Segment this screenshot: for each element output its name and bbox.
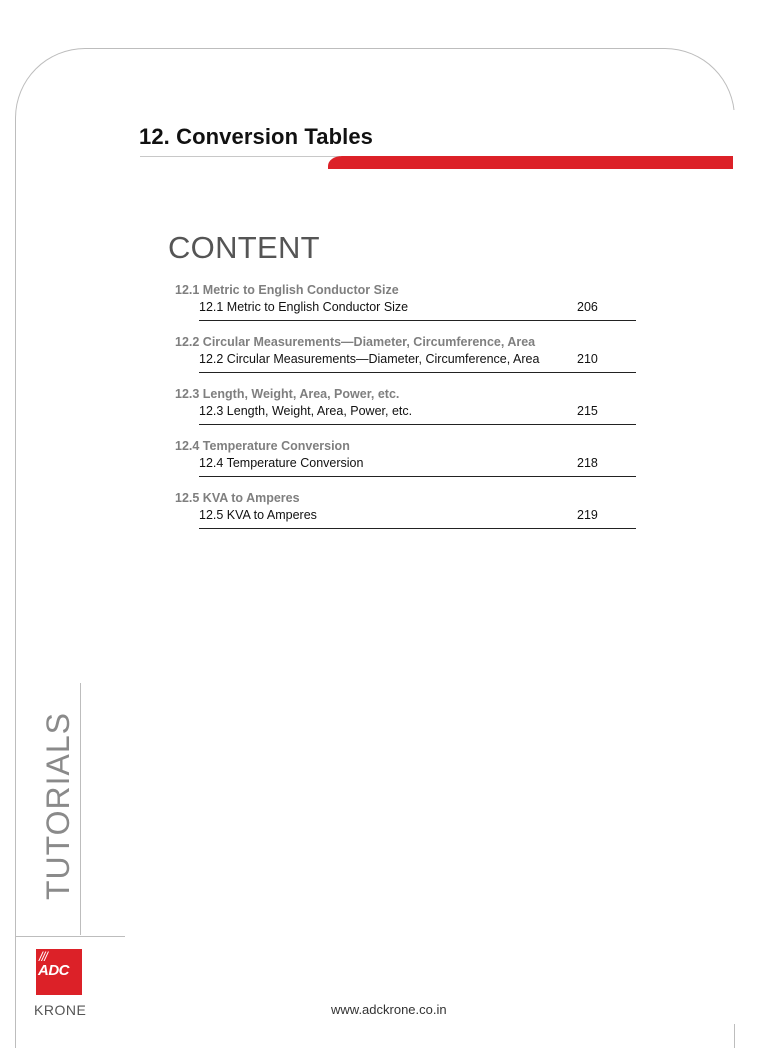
- logo-divider: [15, 936, 125, 937]
- toc-entry-page: 215: [577, 404, 598, 418]
- toc-entry-title[interactable]: 12.5 KVA to Amperes: [199, 508, 317, 522]
- page-frame: [15, 48, 735, 1048]
- toc-section: [175, 439, 637, 491]
- title-underline: [140, 156, 340, 157]
- toc-entry-title[interactable]: 12.2 Circular Measurements—Diameter, Circumference, Area: [199, 352, 540, 366]
- toc-entry-page: 218: [577, 456, 598, 470]
- toc-entry-page: 210: [577, 352, 598, 366]
- toc-entry-row[interactable]: [199, 404, 636, 425]
- toc-section-heading: 12.4 Temperature Conversion: [175, 439, 350, 453]
- footer-website-link[interactable]: www.adckrone.co.in: [331, 1002, 447, 1017]
- chapter-title: 12. Conversion Tables: [139, 124, 373, 149]
- logo-slashes: ///: [39, 949, 47, 964]
- toc-entry-row[interactable]: [199, 456, 636, 477]
- logo-mark: ADC: [38, 962, 69, 979]
- toc-section: [175, 491, 637, 543]
- toc-section-heading: 12.2 Circular Measurements—Diameter, Circumference, Area: [175, 335, 536, 349]
- sidebar-divider: [80, 683, 81, 935]
- toc-entry-row[interactable]: [199, 352, 636, 373]
- content-heading: CONTENT: [168, 230, 320, 265]
- toc-entry-title[interactable]: 12.3 Length, Weight, Area, Power, etc.: [199, 404, 413, 418]
- toc-entry-title[interactable]: 12.1 Metric to English Conductor Size: [199, 300, 409, 314]
- toc-entry-page: 219: [577, 508, 598, 522]
- table-of-contents: [175, 283, 637, 543]
- toc-entry-page: 206: [577, 300, 598, 314]
- toc-section: [175, 335, 637, 387]
- tutorials-sidebar-label: TUTORIALS: [40, 712, 76, 900]
- logo-wordmark: KRONE: [34, 1002, 87, 1018]
- toc-section: [175, 387, 637, 439]
- toc-entry-row[interactable]: [199, 508, 636, 529]
- adc-logo-icon: [36, 949, 82, 995]
- toc-section-heading: 12.5 KVA to Amperes: [175, 491, 300, 505]
- toc-entry-title[interactable]: 12.4 Temperature Conversion: [199, 456, 364, 470]
- toc-section-heading: 12.1 Metric to English Conductor Size: [175, 283, 399, 297]
- title-accent-bar: [328, 156, 733, 169]
- toc-section: [175, 283, 637, 335]
- toc-section-heading: 12.3 Length, Weight, Area, Power, etc.: [175, 387, 400, 401]
- frame-gap: [730, 110, 750, 1024]
- toc-entry-row[interactable]: [199, 300, 636, 321]
